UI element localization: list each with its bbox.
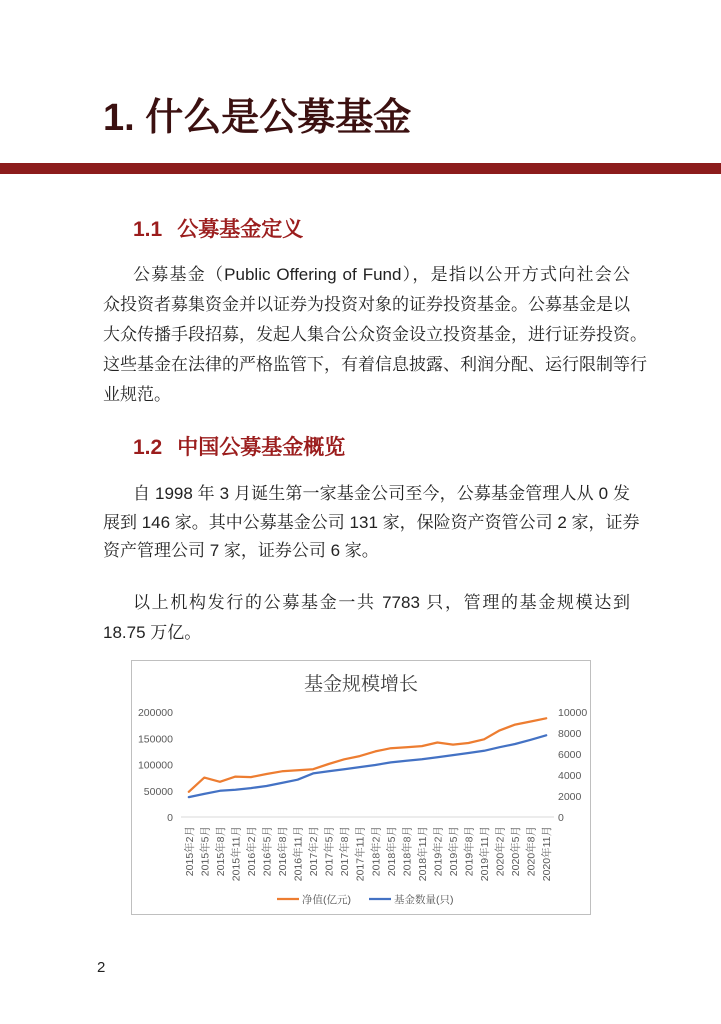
x-tick-label: 2020年11月 [541, 826, 554, 882]
y-left-tick-label: 50000 [143, 785, 173, 798]
paragraph-line: 18.75 万亿。 [103, 623, 202, 642]
section-title: 中国公募基金概览 [177, 436, 346, 459]
title-divider-bar [0, 163, 721, 174]
section-title: 公募基金定义 [177, 218, 304, 241]
y-left-tick-label: 200000 [137, 707, 173, 719]
page-title: 1. 什么是公募基金 [103, 97, 412, 139]
y-right-tick-label: 4000 [558, 770, 582, 782]
x-tick-label: 2018年8月 [401, 826, 414, 877]
x-tick-label: 2018年5月 [385, 826, 398, 877]
chart-title: 基金规模增长 [303, 674, 419, 695]
x-tick-label: 2019年8月 [463, 826, 476, 877]
y-left-tick-label: 150000 [137, 733, 173, 746]
y-right-tick-label: 8000 [558, 728, 582, 740]
paragraph-line: 资产管理公司 7 家，证券公司 6 家。 [103, 541, 379, 560]
page-number: 2 [97, 959, 106, 976]
x-tick-label: 2015年5月 [199, 826, 212, 877]
x-tick-label: 2017年11月 [354, 826, 367, 882]
paragraph-line: 业规范。 [103, 385, 171, 404]
paragraph-line: 大众传播手段招募，发起人集合公众资金设立投资基金，进行证券投资。 [103, 325, 647, 344]
section-heading-overview [133, 434, 345, 462]
fund-count-series-line [189, 735, 546, 797]
paragraph-managers [103, 480, 640, 566]
x-tick-label: 2018年2月 [370, 826, 383, 877]
x-tick-label: 2016年5月 [261, 826, 274, 877]
x-tick-label: 2018年11月 [416, 826, 429, 882]
paragraph-line: 公募基金（Public Offering of Fund），是指以公开方式向社会公 [133, 265, 630, 284]
y-right-tick-label: 6000 [558, 749, 582, 761]
paragraph-line: 自 1998 年 3 月诞生第一家基金公司至今，公募基金管理人从 0 发 [133, 484, 630, 503]
legend-label-fund-count: 基金数量(只) [394, 894, 454, 906]
paragraph-line: 众投资者募集资金并以证券为投资对象的证券投资基金。公募基金是以 [103, 295, 630, 314]
paragraph-line: 这些基金在法律的严格监管下，有着信息披露、利润分配、运行限制等行 [103, 355, 647, 374]
section-number: 1.1 [133, 218, 163, 241]
x-tick-label: 2017年8月 [339, 826, 352, 877]
x-tick-label: 2015年11月 [230, 826, 243, 882]
y-right-tick-label: 2000 [558, 791, 582, 803]
x-tick-label: 2016年11月 [292, 826, 305, 882]
paragraph-definition [103, 260, 647, 410]
x-tick-label: 2019年5月 [448, 826, 460, 877]
x-tick-label: 2017年2月 [308, 826, 321, 877]
x-tick-label: 2020年5月 [510, 826, 523, 877]
x-tick-label: 2015年8月 [214, 826, 227, 877]
x-tick-label: 2015年2月 [183, 826, 196, 877]
y-left-tick-label: 0 [167, 812, 173, 824]
fund-growth-chart [131, 660, 591, 915]
paragraph-fund-scale [103, 588, 630, 648]
y-left-tick-label: 100000 [137, 759, 173, 772]
nav-series-line [189, 718, 546, 792]
x-tick-label: 2020年8月 [525, 826, 538, 877]
x-tick-label: 2019年2月 [432, 826, 445, 877]
legend-label-nav: 净值(亿元) [302, 894, 351, 906]
y-right-tick-label: 10000 [558, 707, 588, 719]
chart-canvas [132, 661, 590, 914]
x-tick-label: 2019年11月 [479, 826, 492, 882]
section-number: 1.2 [133, 436, 163, 459]
paragraph-line: 以上机构发行的公募基金一共 7783 只，管理的基金规模达到 [133, 593, 630, 612]
x-tick-label: 2017年5月 [323, 826, 336, 877]
y-right-tick-label: 0 [558, 812, 564, 824]
x-tick-label: 2016年2月 [245, 826, 258, 877]
x-tick-label: 2020年2月 [494, 826, 507, 877]
section-heading-definition [133, 216, 303, 244]
paragraph-line: 展到 146 家。其中公募基金公司 131 家，保险资产资管公司 2 家，证券 [103, 512, 640, 532]
x-tick-label: 2016年8月 [277, 826, 289, 877]
